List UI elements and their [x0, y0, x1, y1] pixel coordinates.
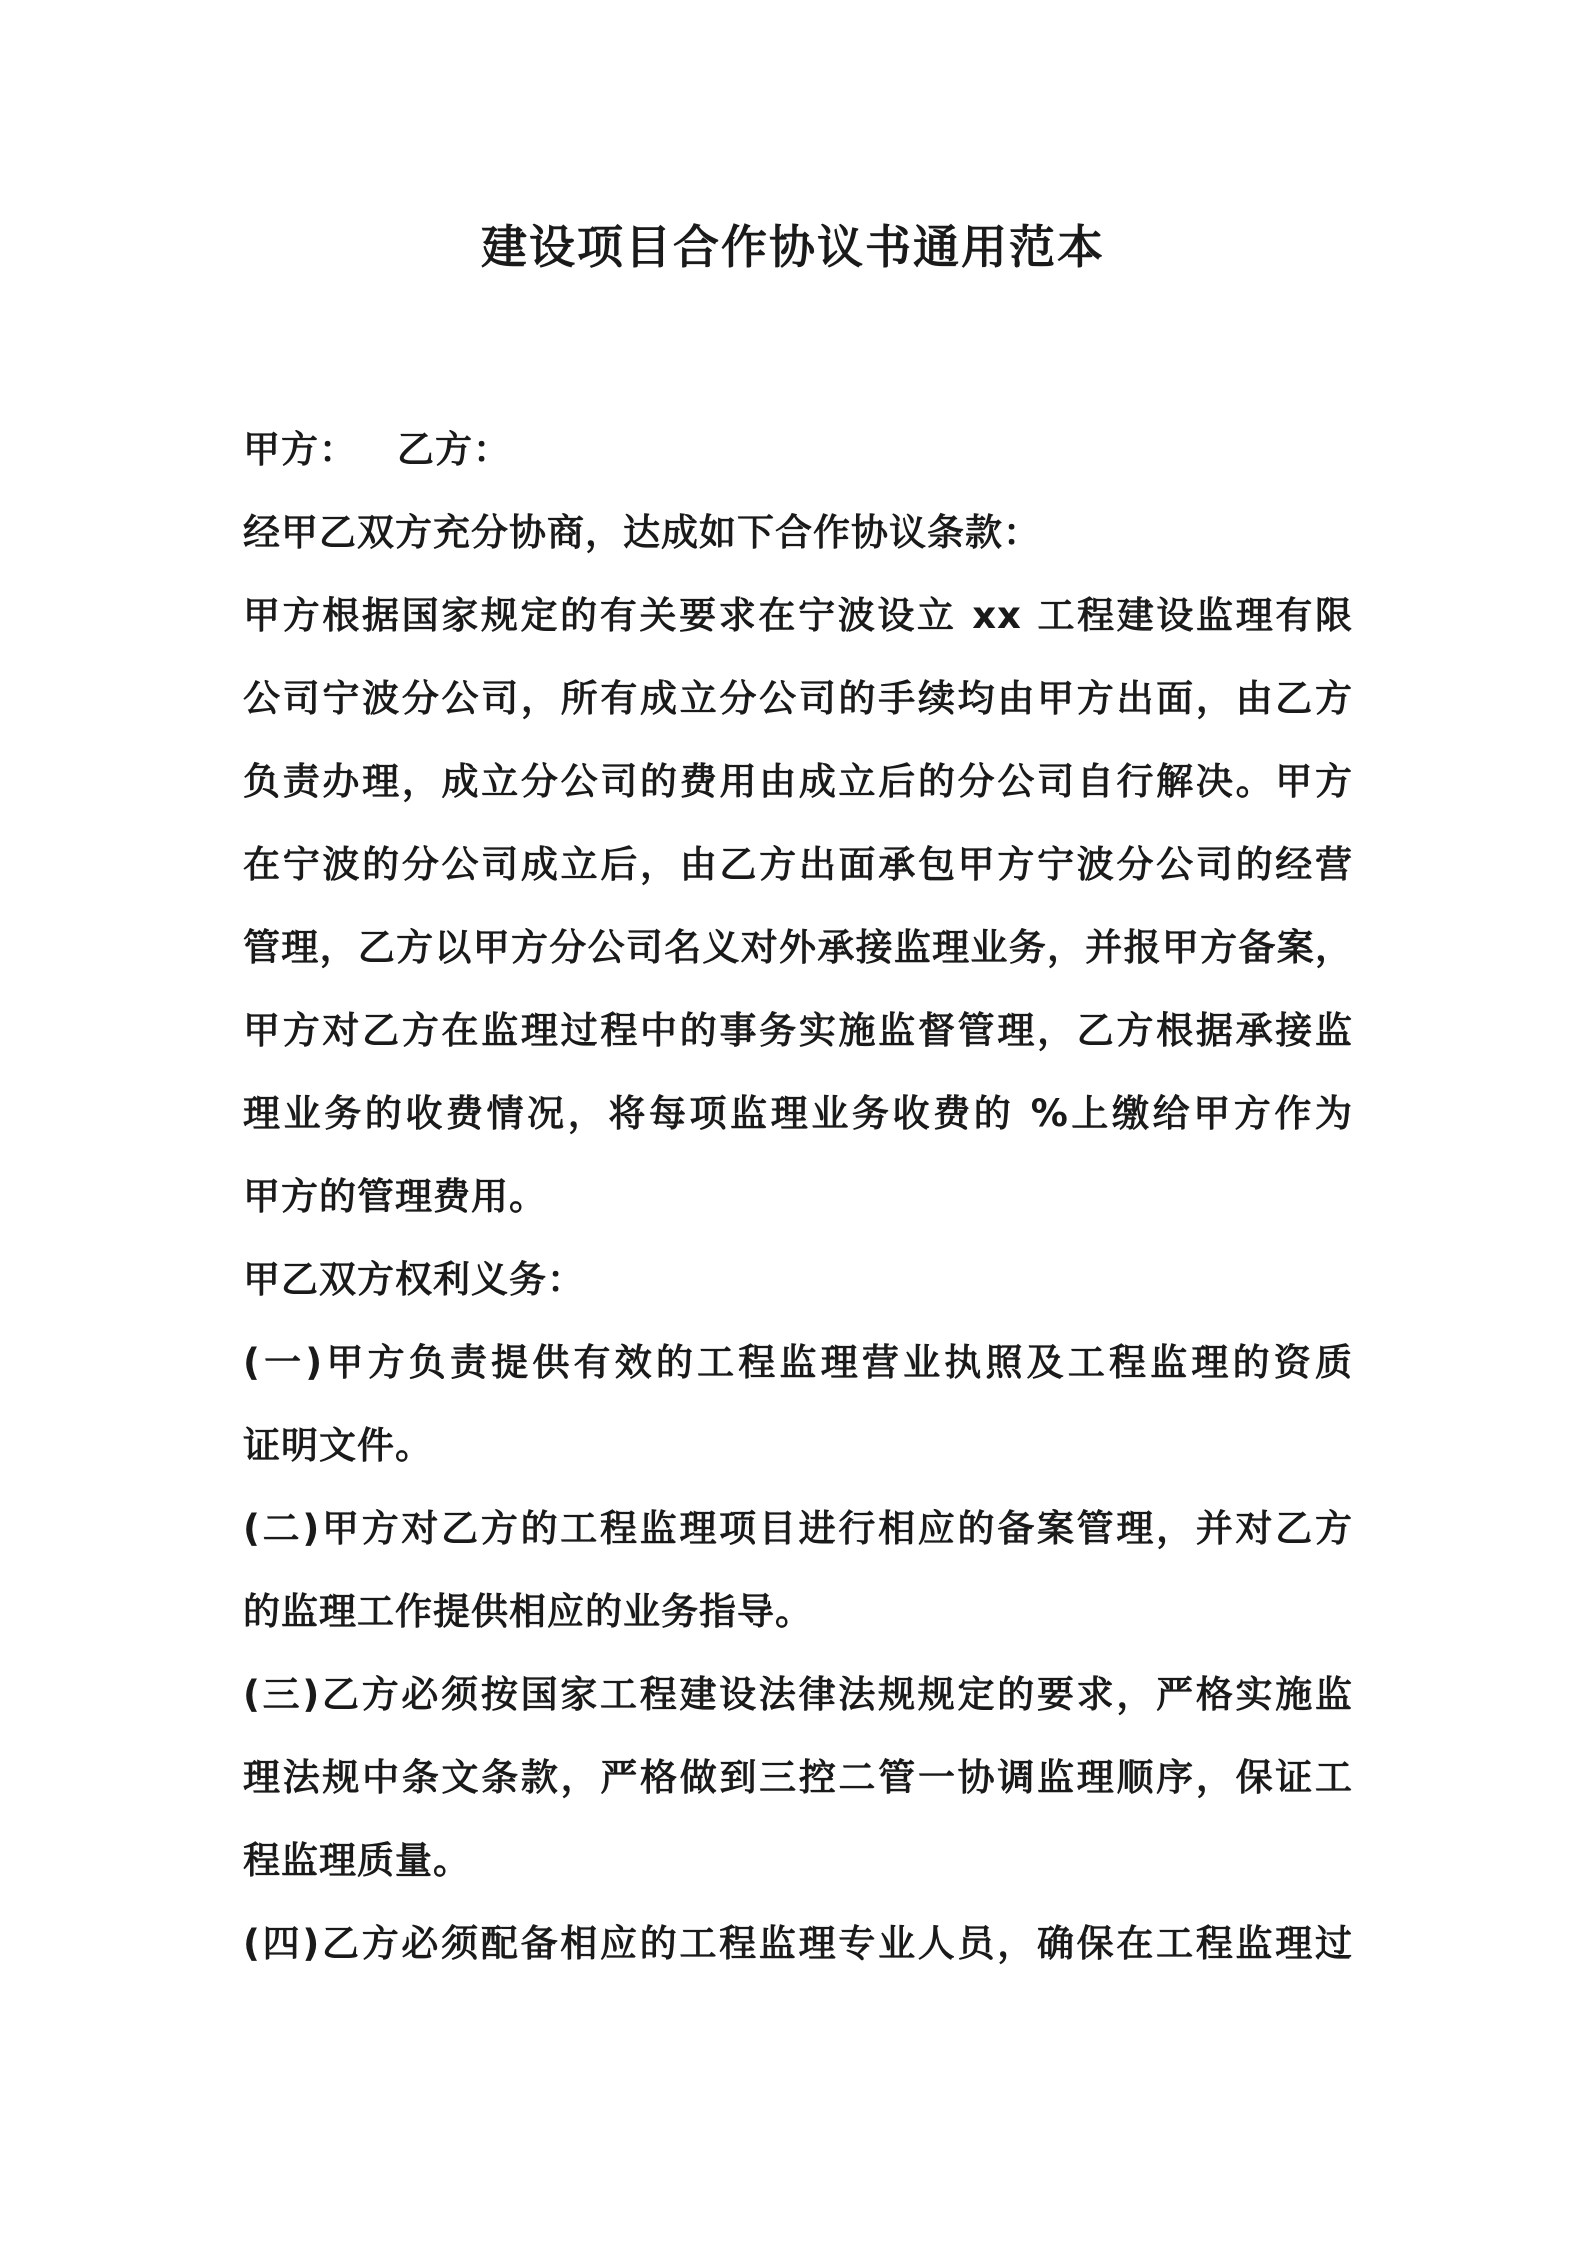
paragraph-line: 负责办理，成立分公司的费用由成立后的分公司自行解决。甲方 [243, 760, 1353, 803]
clause-line: (四)乙方必须配备相应的工程监理专业人员，确保在工程监理过 [243, 1922, 1353, 1965]
party-b-label: 乙方： [397, 428, 511, 471]
paragraph-line: 公司宁波分公司，所有成立分公司的手续均由甲方出面，由乙方 [243, 677, 1353, 720]
clause-line: 证明文件。 [243, 1424, 433, 1467]
parties-line [243, 408, 1353, 491]
paragraph-line: 理业务的收费情况，将每项监理业务收费的 %上缴给甲方作为 [243, 1092, 1353, 1135]
paragraph-line: 甲方的管理费用。 [243, 1175, 547, 1218]
document-title: 建设项目合作协议书通用范本 [481, 220, 1105, 274]
section-heading: 甲乙双方权利义务： [243, 1258, 585, 1301]
paragraph-line: 甲方对乙方在监理过程中的事务实施监督管理，乙方根据承接监 [243, 1009, 1353, 1052]
paragraph-line: 在宁波的分公司成立后，由乙方出面承包甲方宁波分公司的经营 [243, 843, 1353, 886]
clause-line: (二)甲方对乙方的工程监理项目进行相应的备案管理，并对乙方 [243, 1507, 1353, 1550]
document-body [243, 408, 1353, 1985]
clause-line: (一)甲方负责提供有效的工程监理营业执照及工程监理的资质 [243, 1341, 1353, 1384]
paragraph-line: 经甲乙双方充分协商，达成如下合作协议条款： [243, 511, 1041, 554]
clause-line: 程监理质量。 [243, 1839, 471, 1882]
paragraph-line: 管理，乙方以甲方分公司名义对外承接监理业务，并报甲方备案， [243, 926, 1353, 969]
clause-line: 理法规中条文条款，严格做到三控二管一协调监理顺序，保证工 [243, 1756, 1353, 1799]
paragraph-line: 甲方根据国家规定的有关要求在宁波设立 xx 工程建设监理有限 [243, 594, 1353, 637]
clause-line: 的监理工作提供相应的业务指导。 [243, 1590, 813, 1633]
clause-line: (三)乙方必须按国家工程建设法律法规规定的要求，严格实施监 [243, 1673, 1353, 1716]
party-a-label: 甲方： [243, 428, 357, 471]
